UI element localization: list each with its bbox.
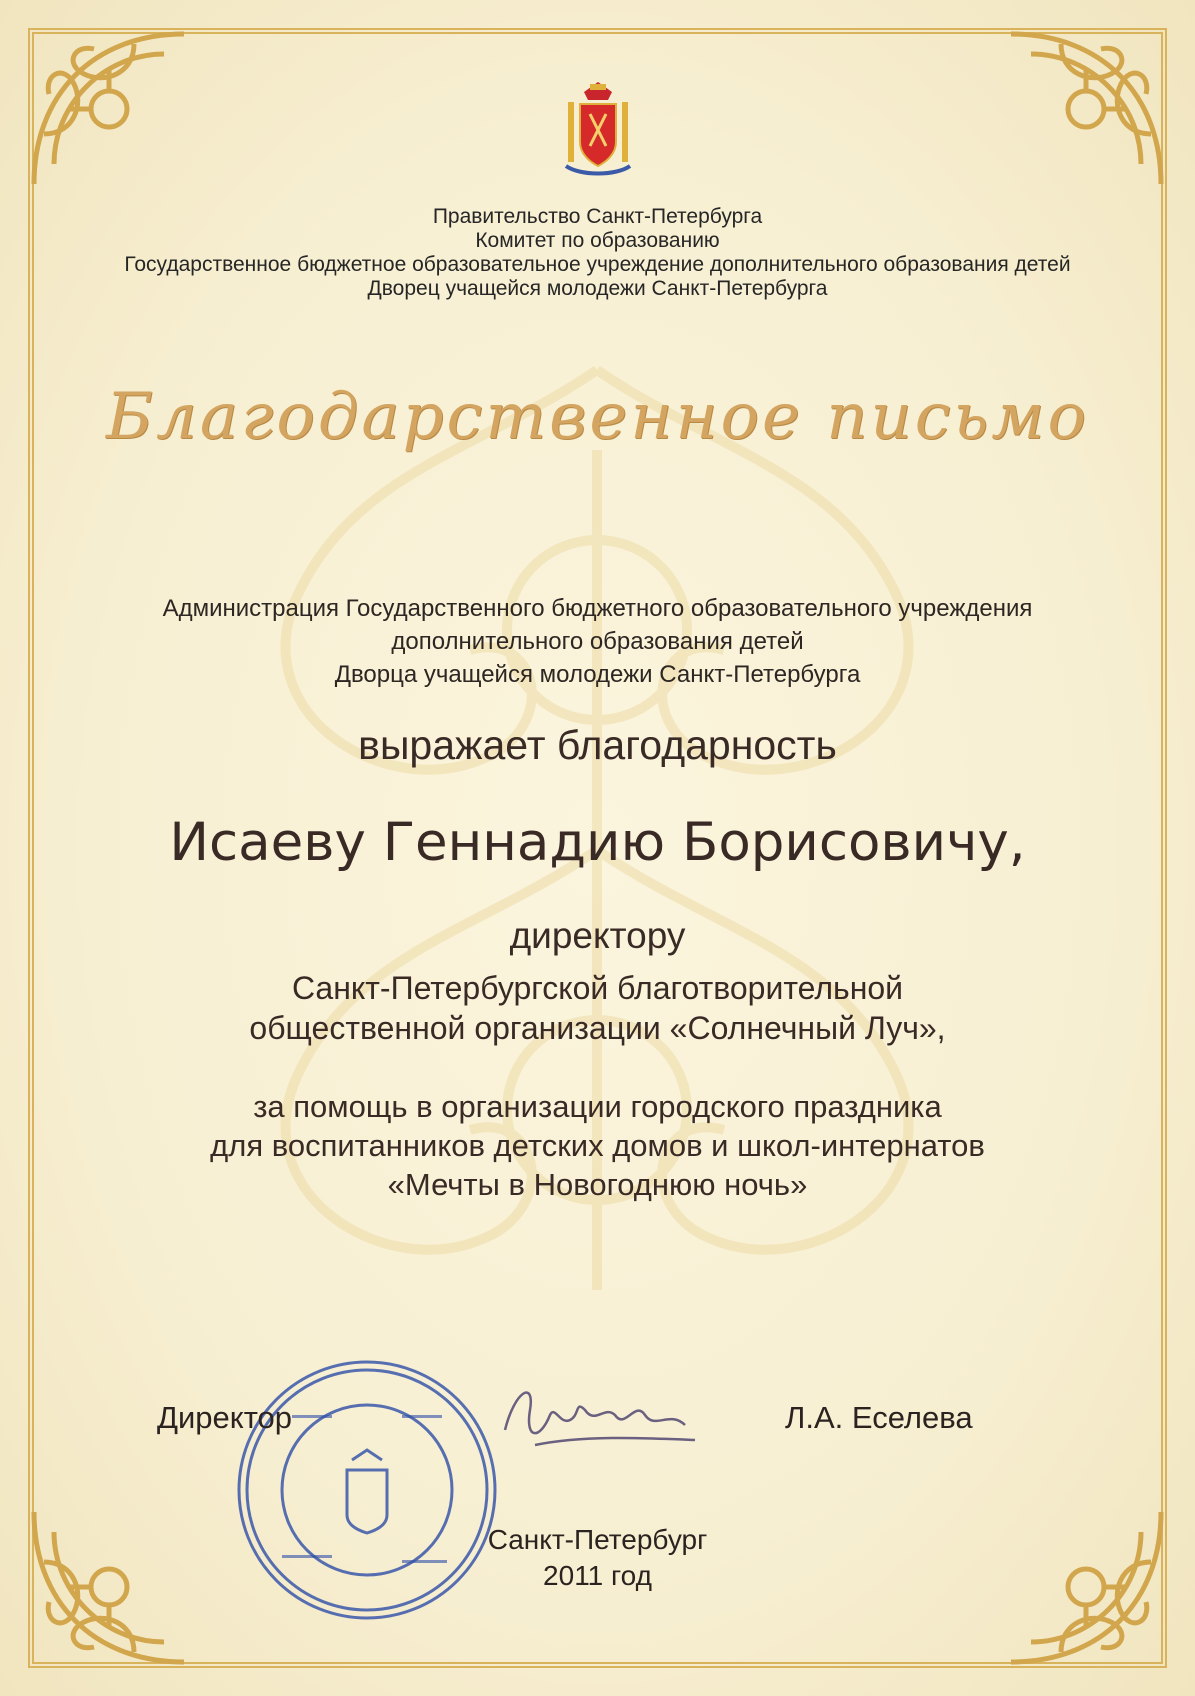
admin-line: дополнительного образования детей: [391, 628, 804, 655]
issuer-line: Правительство Санкт-Петербурга: [432, 205, 763, 228]
issuer-header: [0, 205, 1195, 301]
org-line: Санкт-Петербургской благотворительной: [291, 970, 904, 1006]
reason-line: за помощь в организации городского праздника: [253, 1089, 942, 1124]
year: 2011 год: [543, 1560, 652, 1591]
recipient-organization: [0, 968, 1195, 1048]
recipient-role: директору: [509, 915, 686, 956]
place-and-date: [0, 1522, 1195, 1594]
issuer-line: Государственное бюджетное образовательное учреждение дополнительного образования детей: [124, 253, 1071, 276]
signatory-title: Директор: [157, 1400, 293, 1435]
administration-text: [0, 592, 1195, 691]
award-reason: [0, 1087, 1195, 1204]
issuer-line: Комитет по образованию: [475, 229, 720, 252]
reason-line: «Мечты в Новогоднюю ночь»: [387, 1167, 808, 1202]
org-line: общественной организации «Солнечный Луч»,: [249, 1010, 946, 1046]
document-title: Благодарственное письмо: [106, 380, 1089, 454]
recipient-name: Исаеву Геннадию Борисовичу,: [169, 812, 1026, 873]
city: Санкт-Петербург: [487, 1524, 708, 1555]
corner-ornament: [14, 14, 204, 204]
coat-of-arms-icon: [560, 80, 636, 176]
admin-line: Администрация Государственного бюджетного образовательного учреждения: [162, 595, 1033, 622]
reason-line: для воспитанников детских домов и школ-интернатов: [210, 1128, 985, 1163]
thanks-phrase: выражает благодарность: [358, 722, 837, 768]
issuer-line: Дворец учащейся молодежи Санкт-Петербурга: [367, 277, 828, 300]
corner-ornament: [991, 14, 1181, 204]
signatory-name: Л.А. Еселева: [785, 1400, 973, 1435]
handwritten-signature: [495, 1370, 705, 1470]
admin-line: Дворца учащейся молодежи Санкт-Петербурга: [334, 661, 861, 688]
